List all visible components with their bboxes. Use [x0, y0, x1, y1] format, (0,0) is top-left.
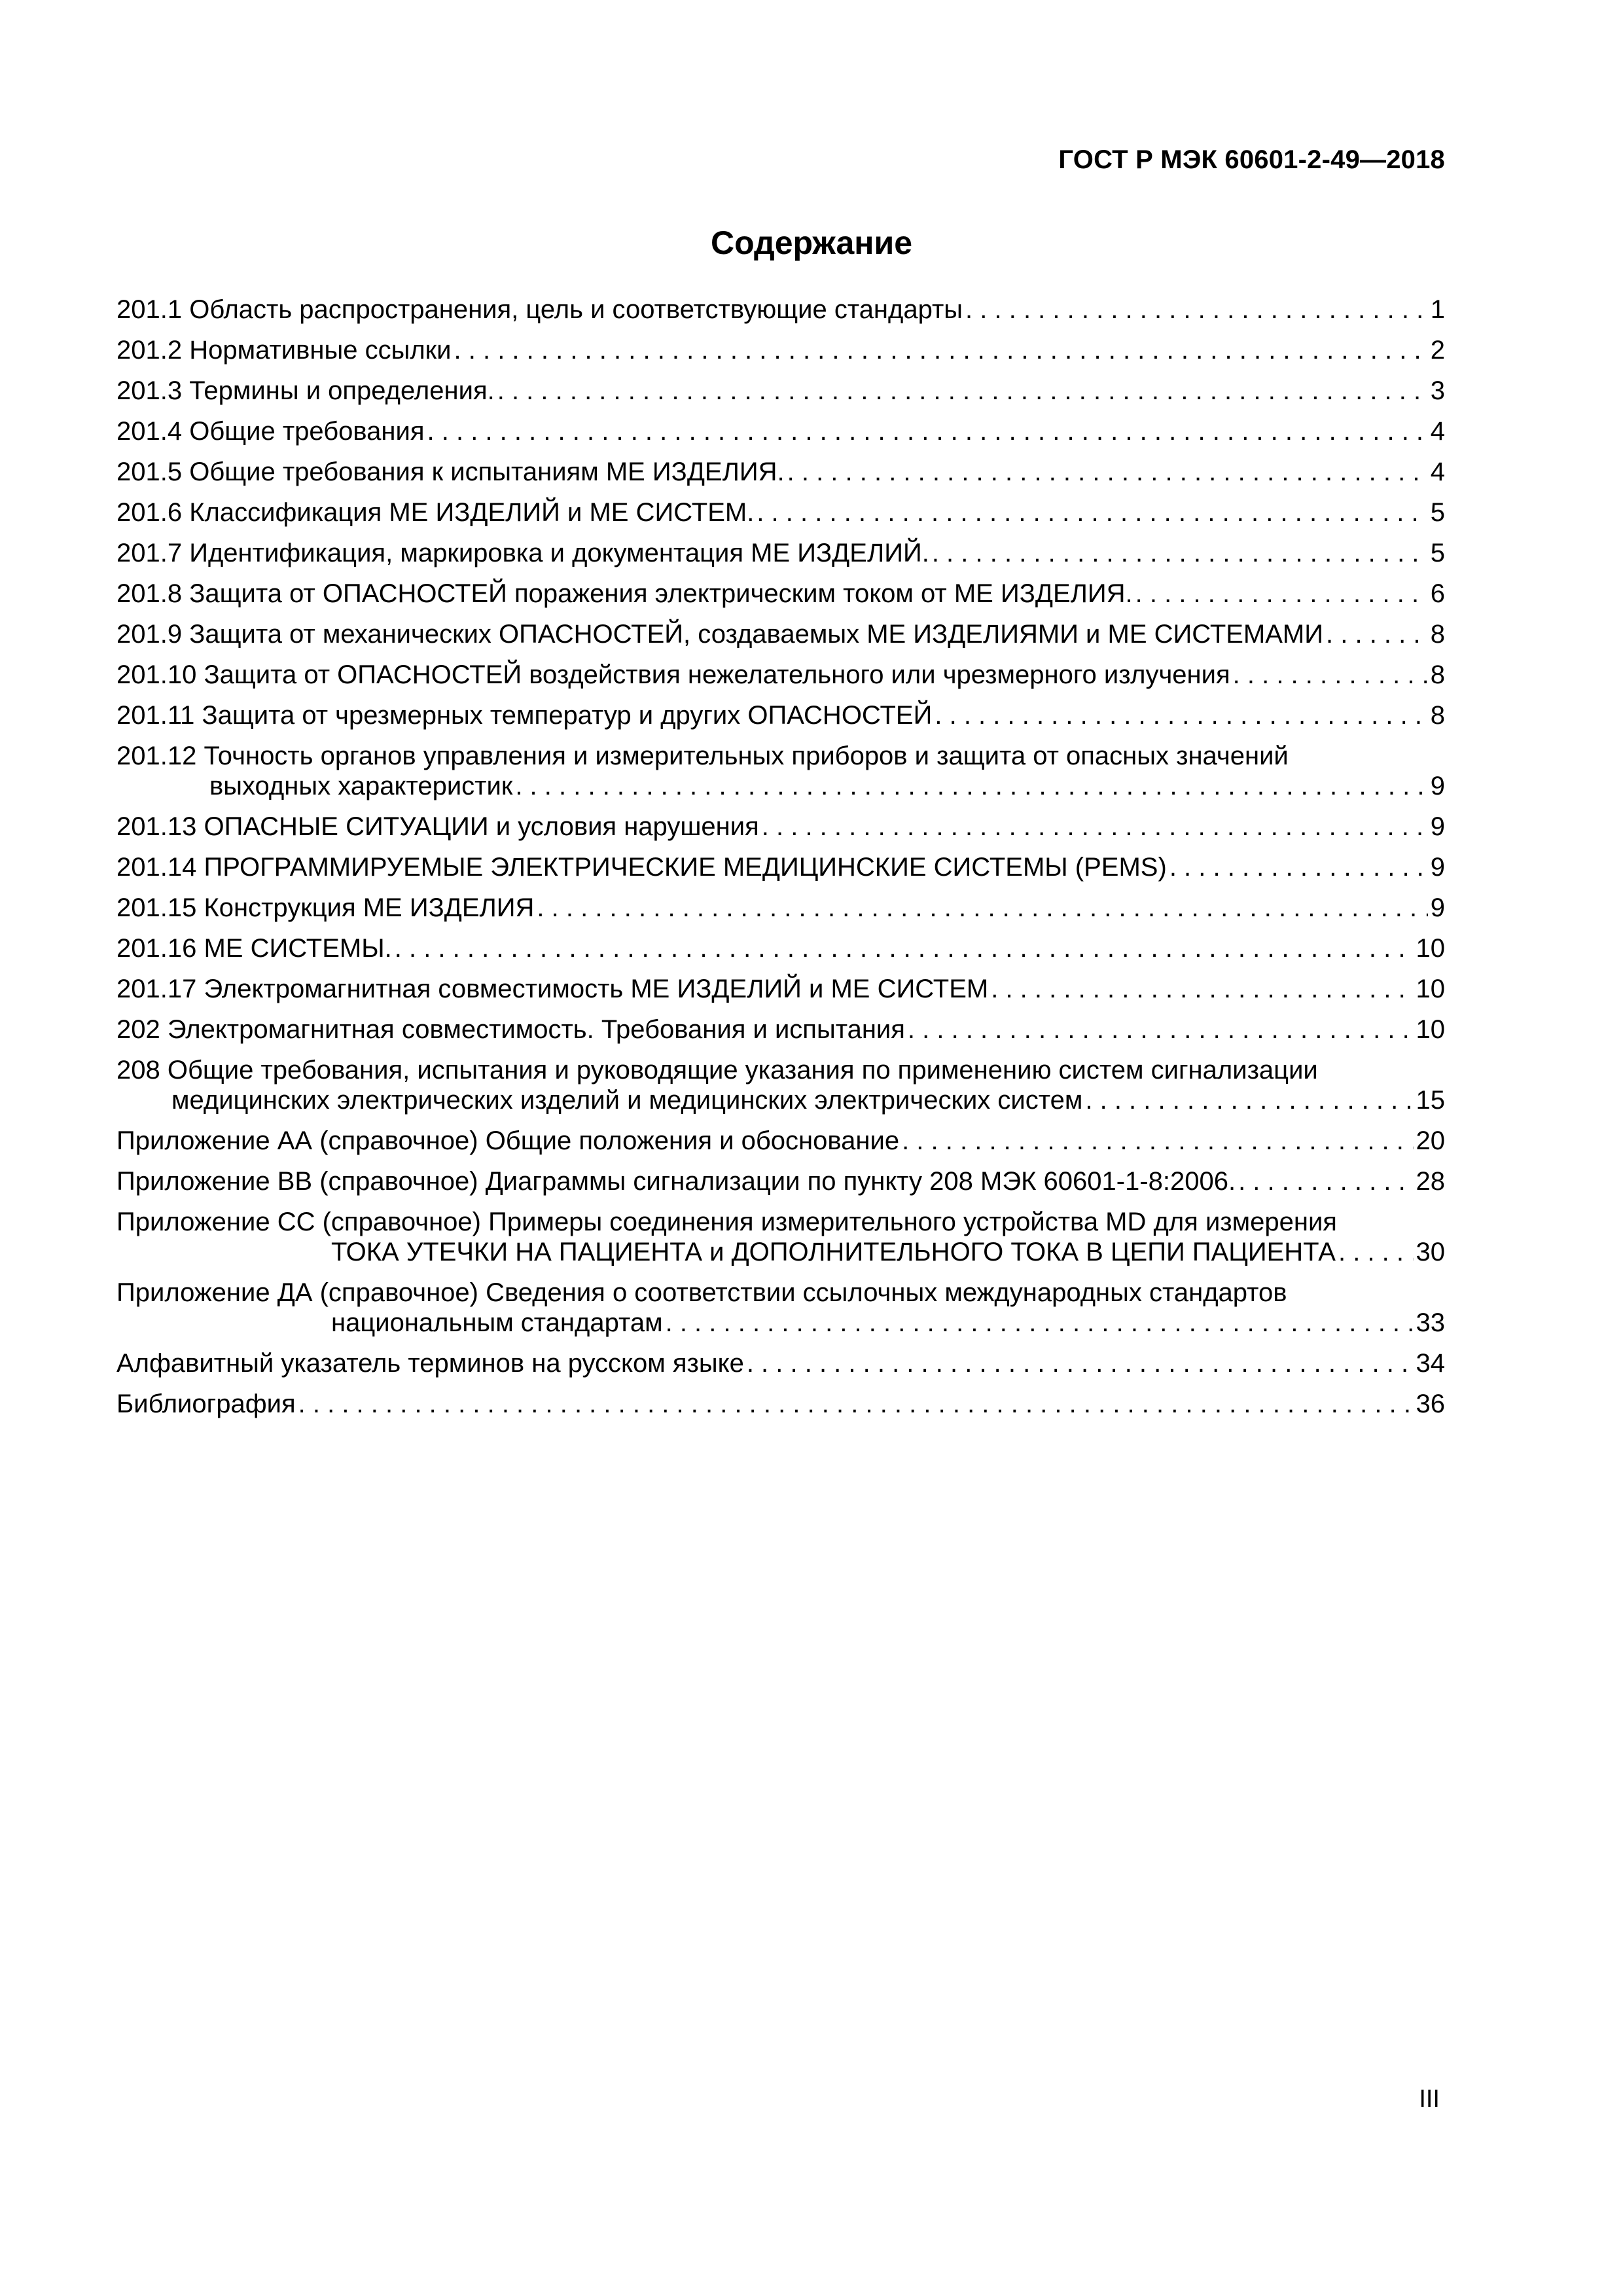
toc-entry[interactable]: [116, 457, 1445, 487]
toc-entry[interactable]: [116, 1348, 1445, 1378]
toc-entry-title: 201.10 Защита от ОПАСНОСТЕЙ воздействия нежелательного или чрезмерного излучения: [116, 660, 1230, 689]
toc-entry-page: 4: [1430, 457, 1445, 486]
toc-entry-title: 201.13 ОПАСНЫЕ СИТУАЦИИ и условия нарушения: [116, 812, 759, 841]
toc-entry[interactable]: [116, 335, 1445, 365]
toc-entry-title: Алфавитный указатель терминов на русском языке: [116, 1349, 744, 1378]
toc-entry[interactable]: [116, 1389, 1445, 1419]
dot-leader: [1326, 619, 1428, 649]
toc-entry-title: Приложение ДА (справочное) Сведения о соответствии ссылочных международных стандартов: [116, 1278, 1287, 1307]
toc-entry-page: 36: [1416, 1390, 1445, 1418]
toc-entry-title: Приложение ВВ (справочное) Диаграммы сигнализации по пункту 208 МЭК 60601-1-8:2006.: [116, 1167, 1236, 1196]
toc-entry-page: 9: [1430, 893, 1445, 922]
page-number: III: [1419, 2085, 1440, 2113]
toc-entry[interactable]: [116, 812, 1445, 842]
dot-leader: [1238, 1166, 1413, 1196]
document-header: ГОСТ Р МЭК 60601-2-49—2018: [1058, 145, 1445, 174]
toc-entry-title: 201.15 Конструкция МЕ ИЗДЕЛИЯ: [116, 893, 535, 922]
dot-leader: [762, 812, 1428, 842]
toc-entry-title: 201.6 Классификация МЕ ИЗДЕЛИЙ и МЕ СИСТЕМ.: [116, 498, 755, 527]
toc-entry-title: Приложение АА (справочное) Общие положения и обоснование: [116, 1126, 900, 1155]
toc-entry-title: 201.11 Защита от чрезмерных температур и других ОПАСНОСТЕЙ: [116, 701, 933, 730]
toc-entry-title: 201.8 Защита от ОПАСНОСТЕЙ поражения электрическим током от МЕ ИЗДЕЛИЯ.: [116, 579, 1133, 608]
toc-entry[interactable]: [116, 1166, 1445, 1196]
dot-leader: [991, 974, 1413, 1004]
table-of-contents: [116, 295, 1445, 1429]
toc-entry-page: 2: [1430, 336, 1445, 365]
toc-entry[interactable]: [116, 1126, 1445, 1156]
dot-leader: [932, 538, 1428, 568]
toc-entry-title: 201.3 Термины и определения.: [116, 376, 495, 405]
toc-entry[interactable]: [116, 893, 1445, 923]
toc-entry-page: 20: [1416, 1126, 1445, 1155]
toc-entry[interactable]: [116, 1207, 1445, 1267]
toc-entry[interactable]: [116, 295, 1445, 325]
toc-entry-page: 33: [1416, 1308, 1445, 1337]
dot-leader: [965, 295, 1428, 325]
toc-entry-title: 201.9 Защита от механических ОПАСНОСТЕЙ, создаваемых МЕ ИЗДЕЛИЯМИ и МЕ СИСТЕМАМИ: [116, 620, 1324, 649]
toc-entry[interactable]: [116, 700, 1445, 730]
dot-leader: [1169, 852, 1428, 882]
toc-entry-title-continued: национальным стандартам: [331, 1308, 663, 1337]
toc-entry[interactable]: [116, 1055, 1445, 1115]
toc-entry-page: 10: [1416, 934, 1445, 963]
toc-entry-page: 34: [1416, 1349, 1445, 1378]
dot-leader: [902, 1126, 1413, 1156]
dot-leader: [515, 771, 1427, 801]
toc-entry[interactable]: [116, 1278, 1445, 1338]
toc-entry-title: Приложение СС (справочное) Примеры соединения измерительного устройства MD для измерения: [116, 1208, 1337, 1236]
toc-entry-title: 201.14 ПРОГРАММИРУЕМЫЕ ЭЛЕКТРИЧЕСКИЕ МЕДИЦИНСКИЕ СИСТЕМЫ (PEMS): [116, 853, 1167, 882]
toc-entry-page: 30: [1416, 1238, 1445, 1266]
dot-leader: [666, 1308, 1414, 1338]
toc-entry-page: 28: [1416, 1167, 1445, 1196]
toc-entry-title: 202 Электромагнитная совместимость. Требования и испытания: [116, 1015, 905, 1044]
toc-entry[interactable]: [116, 497, 1445, 528]
toc-entry-title: Библиография: [116, 1390, 296, 1418]
dot-leader: [935, 700, 1427, 730]
toc-entry-page: 8: [1430, 620, 1445, 649]
toc-entry-page: 9: [1430, 812, 1445, 841]
dot-leader: [497, 376, 1428, 406]
toc-entry-page: 3: [1430, 376, 1445, 405]
toc-entry-page: 10: [1416, 1015, 1445, 1044]
toc-entry[interactable]: [116, 416, 1445, 446]
toc-entry-title-continued: выходных характеристик: [209, 772, 513, 800]
toc-entry-page: 6: [1430, 579, 1445, 608]
toc-entry-page: 5: [1430, 498, 1445, 527]
toc-entry[interactable]: [116, 579, 1445, 609]
toc-entry[interactable]: [116, 852, 1445, 882]
toc-entry-title: 201.5 Общие требования к испытаниям МЕ ИЗДЕЛИЯ.: [116, 457, 785, 486]
toc-entry-title: 201.12 Точность органов управления и измерительных приборов и защита от опасных значений: [116, 742, 1289, 770]
dot-leader: [1233, 660, 1428, 690]
toc-entry-title-continued: медицинских электрических изделий и медицинских электрических систем: [171, 1086, 1083, 1115]
dot-leader: [298, 1389, 1414, 1419]
dot-leader: [908, 1014, 1414, 1045]
toc-entry-page: 10: [1416, 975, 1445, 1003]
toc-entry[interactable]: [116, 741, 1445, 801]
dot-leader: [537, 893, 1427, 923]
toc-entry-title: 201.2 Нормативные ссылки: [116, 336, 452, 365]
toc-title: Содержание: [710, 224, 913, 261]
toc-entry-page: 8: [1430, 660, 1445, 689]
dot-leader: [787, 457, 1428, 487]
toc-entry[interactable]: [116, 660, 1445, 690]
dot-leader: [454, 335, 1428, 365]
toc-entry-page: 8: [1430, 701, 1445, 730]
dot-leader: [395, 933, 1414, 963]
dot-leader: [747, 1348, 1414, 1378]
toc-entry-title: 201.16 МЕ СИСТЕМЫ.: [116, 934, 392, 963]
dot-leader: [1085, 1085, 1413, 1115]
toc-entry-title-continued: ТОКА УТЕЧКИ НА ПАЦИЕНТА и ДОПОЛНИТЕЛЬНОГО ТОКА В ЦЕПИ ПАЦИЕНТА: [331, 1238, 1336, 1266]
toc-entry-page: 1: [1430, 295, 1445, 324]
dot-leader: [1135, 579, 1428, 609]
toc-entry-title: 201.17 Электромагнитная совместимость МЕ ИЗДЕЛИЙ и МЕ СИСТЕМ: [116, 975, 989, 1003]
dot-leader: [1338, 1237, 1414, 1267]
toc-entry-title: 208 Общие требования, испытания и руководящие указания по применению систем сигнализации: [116, 1056, 1318, 1085]
toc-entry-page: 9: [1430, 853, 1445, 882]
toc-entry-page: 5: [1430, 539, 1445, 567]
dot-leader: [427, 416, 1428, 446]
toc-entry[interactable]: [116, 1014, 1445, 1045]
toc-entry[interactable]: [116, 376, 1445, 406]
dot-leader: [757, 497, 1427, 528]
toc-entry-title: 201.4 Общие требования: [116, 417, 425, 446]
toc-entry-title: 201.1 Область распространения, цель и соответствующие стандарты: [116, 295, 963, 324]
toc-entry-page: 4: [1430, 417, 1445, 446]
toc-entry[interactable]: [116, 619, 1445, 649]
toc-entry[interactable]: [116, 933, 1445, 963]
toc-entry-page: 15: [1416, 1086, 1445, 1115]
toc-entry[interactable]: [116, 538, 1445, 568]
toc-entry-page: 9: [1430, 772, 1445, 800]
toc-entry[interactable]: [116, 974, 1445, 1004]
toc-entry-title: 201.7 Идентификация, маркировка и документация МЕ ИЗДЕЛИЙ.: [116, 539, 929, 567]
